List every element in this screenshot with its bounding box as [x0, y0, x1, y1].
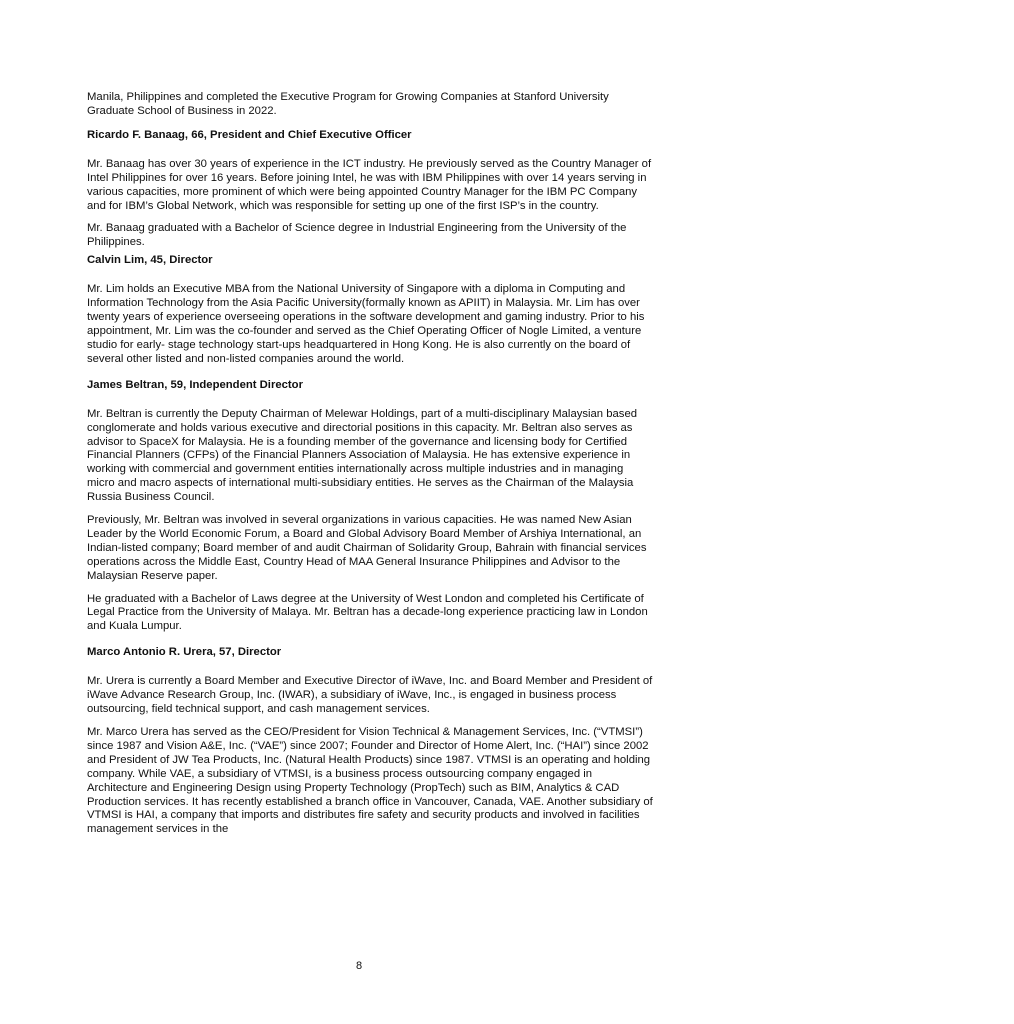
section-heading-lim: Calvin Lim, 45, Director — [87, 254, 213, 267]
beltran-paragraph-2: Previously, Mr. Beltran was involved in several organizations in various capacities. He was named New Asian Leader by the World Economic Forum, a Board and Global Advisory Board Member of Arshiya International, an Indian-listed company; Board member of and audit Chairman of Solidarity Group, Bahrain with financial services operations across the Middle East, Country Head of MAA General Insurance Philippines and Advisor to the Malaysian Reserve paper. — [87, 514, 647, 582]
banaag-paragraph-1: Mr. Banaag has over 30 years of experience in the ICT industry. He previously served as the Country Manager of Intel Philippines for over 16 years. Before joining Intel, he was with IBM Philippines with over 14 years serving in various capacities, more prominent of which were being appointed Country Manager for the IBM PC Company and for IBM’s Global Network, which was responsible for setting up one of the first ISP’s in the country. — [87, 157, 652, 212]
section-heading-urera: Marco Antonio R. Urera, 57, Director — [87, 646, 282, 659]
banaag-paragraph-2: Mr. Banaag graduated with a Bachelor of Science degree in Industrial Engineering from the University of the Philippines. — [87, 222, 627, 249]
section-heading-beltran: James Beltran, 59, Independent Director — [87, 378, 303, 391]
beltran-paragraph-1: Mr. Beltran is currently the Deputy Chairman of Melewar Holdings, part of a multi-disciplinary Malaysian based conglomerate and holds various executive and directorial positions in this capacity. Mr. Beltran also serves as advisor to SpaceX for Malaysia. He is a founding member of the governance and licensing body for Certified Financial Planners (CFPs) of the Financial Planners Association of Malaysia. He has extensive experience in working with commercial and government entities internationally across multiple industries and in managing micro and macro aspects of international multi-subsidiary entities. He serves as the Chairman of the Malaysia Russia Business Council. — [87, 407, 638, 504]
section-heading-banaag: Ricardo F. Banaag, 66, President and Chief Executive Officer — [87, 128, 412, 141]
lim-paragraph-1: Mr. Lim holds an Executive MBA from the National University of Singapore with a diploma in Computing and Information Technology from the Asia Pacific University(formally known as APIIT) in Malaysia. Mr. Lim has over twenty years of experience overseeing operations in the software development and gaming industry. Prior to his appointment, Mr. Lim was the co-founder and served as the Chief Operating Officer of Nogle Limited, a venture studio for early- stage technology start-ups headquartered in Hong Kong. He is also currently on the board of several other listed and non-listed companies around the world. — [87, 283, 645, 365]
page-body — [87, 91, 653, 846]
urera-paragraph-2: Mr. Marco Urera has served as the CEO/President for Vision Technical & Management Services, Inc. (“VTMSI”) since 1987 and Vision A&E, Inc. (“VAE”) since 2007; Founder and Director of Home Alert, Inc. (“HAI”) since 2002 and President of JW Tea Products, Inc. (Natural Health Products) since 1987. VTMSI is an operating and holding company. While VAE, a subsidiary of VTMSI, is a business process outsourcing company engaged in Architecture and Engineering Design using Property Technology (PropTech) such as BIM, Analytics & CAD Production services. It has recently established a branch office in Vancouver, Canada, VAE. Another subsidiary of VTMSI is HAI, a company that imports and distributes fire safety and security products and involved in facilities management services in the — [87, 726, 653, 836]
beltran-paragraph-3: He graduated with a Bachelor of Laws degree at the University of West London and completed his Certificate of Legal Practice from the University of Malaya. Mr. Beltran has a decade-long experience practicing law in London and Kuala Lumpur. — [87, 592, 648, 633]
urera-paragraph-1: Mr. Urera is currently a Board Member and Executive Director of iWave, Inc. and Board Member and President of iWave Advance Research Group, Inc. (IWAR), a subsidiary of iWave, Inc., is engaged in business process outsourcing, field technical support, and cash management services. — [87, 675, 653, 716]
intro-paragraph: Manila, Philippines and completed the Executive Program for Growing Companies at Stanford University Graduate School of Business in 2022. — [87, 91, 609, 117]
page-number: 8 — [355, 960, 363, 972]
